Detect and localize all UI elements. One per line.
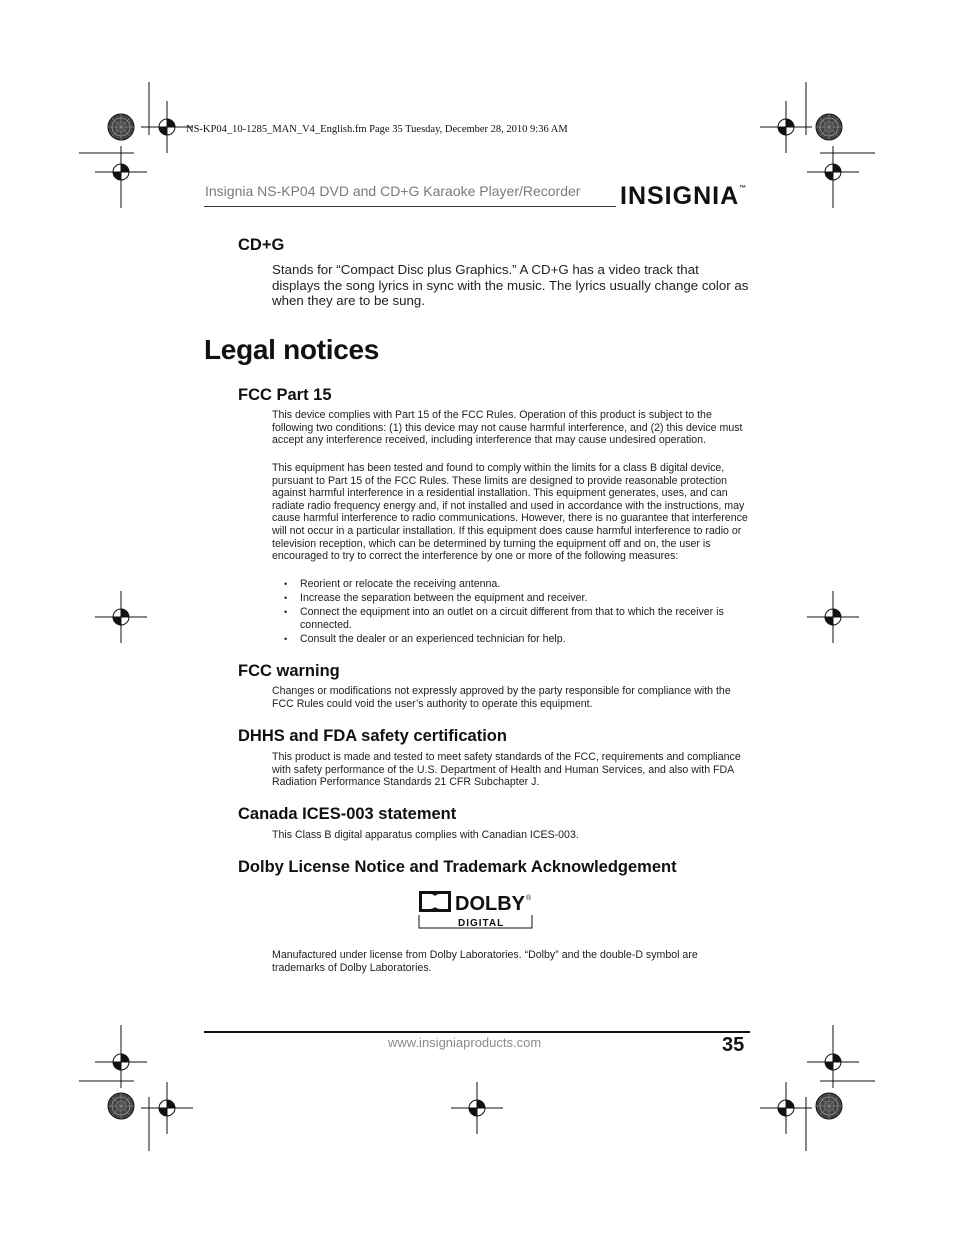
list-item: • Consult the dealer or an experienced technician for help. <box>272 633 742 646</box>
running-header-title: Insignia NS-KP04 DVD and CD+G Karaoke Player/Recorder <box>205 183 581 199</box>
list-item: • Increase the separation between the equipment and receiver. <box>272 592 742 605</box>
page-number: 35 <box>722 1034 745 1056</box>
dolby-digital-label: DIGITAL <box>458 918 505 929</box>
list-item: • Connect the equipment into an outlet on a circuit different from that to which the receiver is connected. <box>272 606 742 631</box>
print-slug: NS-KP04_10-1285_MAN_V4_English.fm Page 35 Tuesday, December 28, 2010 9:36 AM <box>186 124 568 135</box>
fcc-part15-heading: FCC Part 15 <box>238 386 332 404</box>
cdg-definition: Stands for “Compact Disc plus Graphics.” A CD+G has a video track that displays the song lyrics in sync with the music. The lyrics usually change color as when they are to be sung. <box>272 262 749 308</box>
dolby-notice-text: Manufactured under license from Dolby Laboratories. “Dolby” and the double-D symbol are trademarks of Dolby Laboratories. <box>272 949 698 974</box>
dolby-notice-heading: Dolby License Notice and Trademark Acknowledgement <box>238 858 677 876</box>
fcc-part15-paragraph-2: This equipment has been tested and found to comply within the limits for a class B digital device, pursuant to Part 15 of the FCC Rules. These limits are designed to provide reasonable protection against harmful interference in a residential installation. This equipment generates, uses, and can radiate radio frequency energy and, if not installed and used in accordance with the instructions, may cause harmful interference to radio communications. However, there is no guarantee that interference will not occur in a particular installation. If this equipment does cause harmful interference to radio or television reception, which can be determined by turning the equipment off and on, the user is encouraged to try to correct the interference by one or more of the following measures: <box>272 462 748 563</box>
dolby-reg-mark: ® <box>526 895 532 902</box>
canada-ices-heading: Canada ICES-003 statement <box>238 805 457 823</box>
dhhs-heading: DHHS and FDA safety certification <box>238 727 507 745</box>
list-item: • Reorient or relocate the receiving antenna. <box>272 578 742 591</box>
insignia-logo: INSIGNIA™ <box>620 182 748 210</box>
legal-notices-title: Legal notices <box>204 334 380 365</box>
fcc-warning-heading: FCC warning <box>238 662 340 680</box>
footer-rule <box>204 1031 750 1033</box>
fcc-part15-paragraph-1: This device complies with Part 15 of the FCC Rules. Operation of this product is subject to the following two conditions: (1) this device may not cause harmful interference, and (2) this device must accept any interference received, including interference that may cause undesired operation. <box>272 409 743 447</box>
fcc-warning-text: Changes or modifications not expressly approved by the party responsible for compliance with the FCC Rules could void the user’s authority to operate this equipment. <box>272 685 731 710</box>
fcc-measures-list <box>272 578 742 647</box>
canada-ices-text: This Class B digital apparatus complies with Canadian ICES-003. <box>272 829 579 841</box>
dolby-wordmark: DOLBY <box>455 893 525 915</box>
cdg-heading: CD+G <box>238 236 285 254</box>
dhhs-text: This product is made and tested to meet safety standards of the FCC, requirements and compliance with safety performance of the U.S. Department of Health and Human Services, and also with FDA Radiation Performance Standards 21 CFR Subchapter J. <box>272 751 741 789</box>
header-rule <box>204 206 616 207</box>
dolby-digital-logo <box>418 888 536 930</box>
footer-url[interactable]: www.insigniaproducts.com <box>388 1035 542 1050</box>
